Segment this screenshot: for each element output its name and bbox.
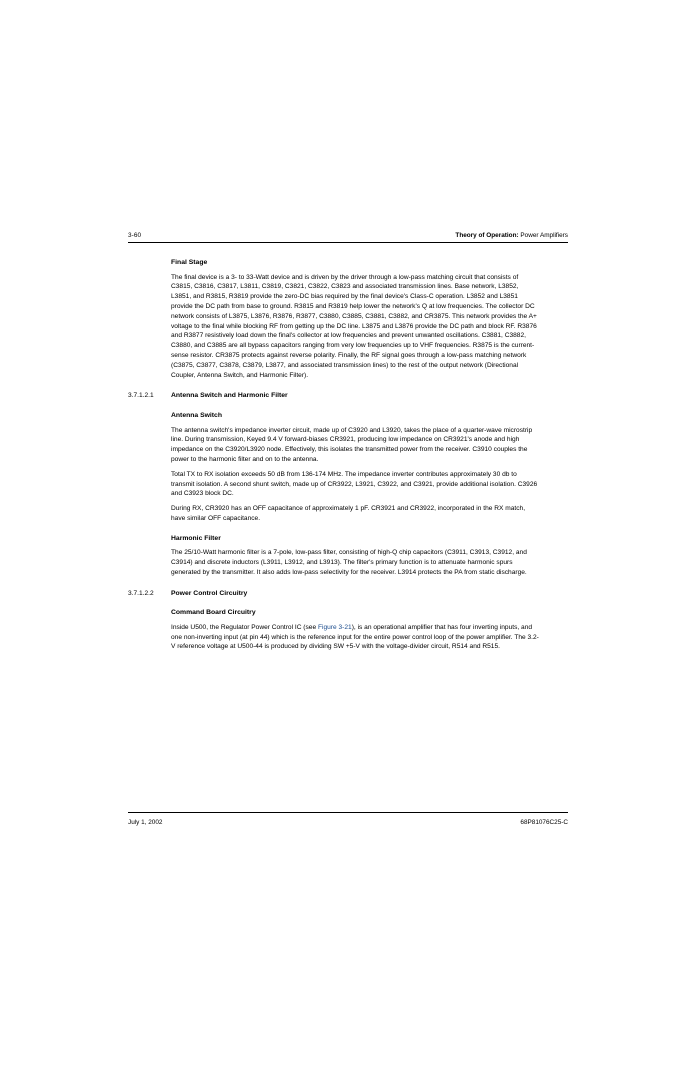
section-title: Power Control Circuitry: [171, 589, 248, 597]
page-header: [128, 232, 568, 239]
header-divider: [128, 242, 568, 243]
heading-command-board-circuitry: Command Board Circuitry: [171, 609, 256, 617]
page-footer: [128, 819, 568, 826]
heading-antenna-switch: Antenna Switch: [171, 411, 222, 419]
figure-cross-reference-link[interactable]: Figure 3-21: [317, 623, 352, 631]
section-power-control-circuitry: [128, 589, 568, 599]
header-page-number: 3-60: [128, 232, 142, 239]
header-section-label: Power Amplifiers: [520, 232, 568, 239]
paragraph-final-stage: The final device is a 3- to 33-Watt device and is driven by the driver through a low-pass matching circuit that consists of C3815, C3816, C3817, L3811, C3819, C3821, C3822, C3823 and associated transmission lines. Base network, L3852, L3851, and R3815, R3819 provide the zero-DC bias required by the final device's Class-C operation. L3852 and L3851 provide the DC path from base to ground. R3815 and R3819 help lower the network's Q at low frequencies. The collector DC network consists of L3875, L3876, R3876, R3877, C3880, C3885, C3881, C3882, and CR3875. This network provides the A+ voltage to the final while blocking RF from getting up the DC line. L3875 and L3876 provide the DC path and block RF. R3876 and R3877 resistively load down the final's collector at low frequencies and prevent unwanted oscillations. C3881, C3882, C3880, and C3885 are all bypass capacitors ranging from very low frequencies up to VHF frequencies. R3875 is the current-sense resistor. CR3875 protects against reverse polarity. Finally, the RF signal goes through a low-pass matching network (C3875, C3877, C3878, C3879, L3877, and associated transmission lines) to the rest of the output network (Directional Coupler, Antenna Switch, and Harmonic Filter).: [171, 273, 537, 379]
page-body: [128, 258, 568, 652]
paragraph-text-before-xref: Inside U500, the Regulator Power Control IC (see: [171, 623, 318, 631]
paragraph-text-after-xref: ), is an operational amplifier that has four inverting inputs, and one non-inverting input (at pin 44) which is the reference input for the entire power control loop of the power amplifier. The 3.2-V reference voltage at U500-44 is produced by dividing SW +5-V with the voltage-divider circuit, R514 and R515.: [171, 623, 539, 651]
section-number: 3.7.1.2.2: [128, 589, 154, 597]
paragraph-command-board-circuitry: [171, 623, 539, 652]
section-title: Antenna Switch and Harmonic Filter: [171, 392, 288, 400]
footer-document-number: 68P81076C25-C: [520, 819, 568, 826]
section-antenna-switch-harmonic-filter: [128, 391, 568, 401]
footer-date: July 1, 2002: [128, 819, 163, 826]
paragraph-antenna-switch-3: During RX, CR3920 has an OFF capacitance of approximately 1 pF. CR3921 and CR3922, incorporated in the RX match, have similar OFF capacitance.: [171, 505, 526, 522]
heading-final-stage: Final Stage: [171, 259, 208, 266]
section-number: 3.7.1.2.1: [128, 392, 154, 400]
header-chapter-title: [455, 232, 568, 239]
header-chapter-label: Theory of Operation:: [455, 232, 519, 239]
paragraph-harmonic-filter: The 25/10-Watt harmonic filter is a 7-pole, low-pass filter, consisting of high-Q chip capacitors (C3911, C3913, C3912, and C3914) and discrete inductors (L3911, L3912, and L3913). The filter's primary function is to attenuate harmonic spurs generated by the transmitter. It also adds low-pass selectivity for the receiver. L3914 protects the PA from static discharge.: [171, 549, 527, 576]
paragraph-antenna-switch-2: Total TX to RX isolation exceeds 50 dB from 136-174 MHz. The impedance inverter contributes approximately 30 db to transmit isolation. A second shunt switch, made up of CR3922, L3921, C3922, and C3921, provide additional isolation. C3926 and C3923 block DC.: [171, 470, 538, 498]
footer-divider: [128, 812, 568, 813]
heading-harmonic-filter: Harmonic Filter: [171, 534, 221, 542]
paragraph-antenna-switch-1: The antenna switch's impedance inverter circuit, made up of C3920 and L3920, takes the place of a quarter-wave microstrip line. During transmission, Keyed 9.4 V forward-biases CR3921, producing low impedance on CR3921's anode and high impedance on the C3920/L3920 node. Effectively, this isolates the transmitted power from the receiver. C3910 couples the power to the harmonic filter and on to the antenna.: [171, 426, 533, 463]
